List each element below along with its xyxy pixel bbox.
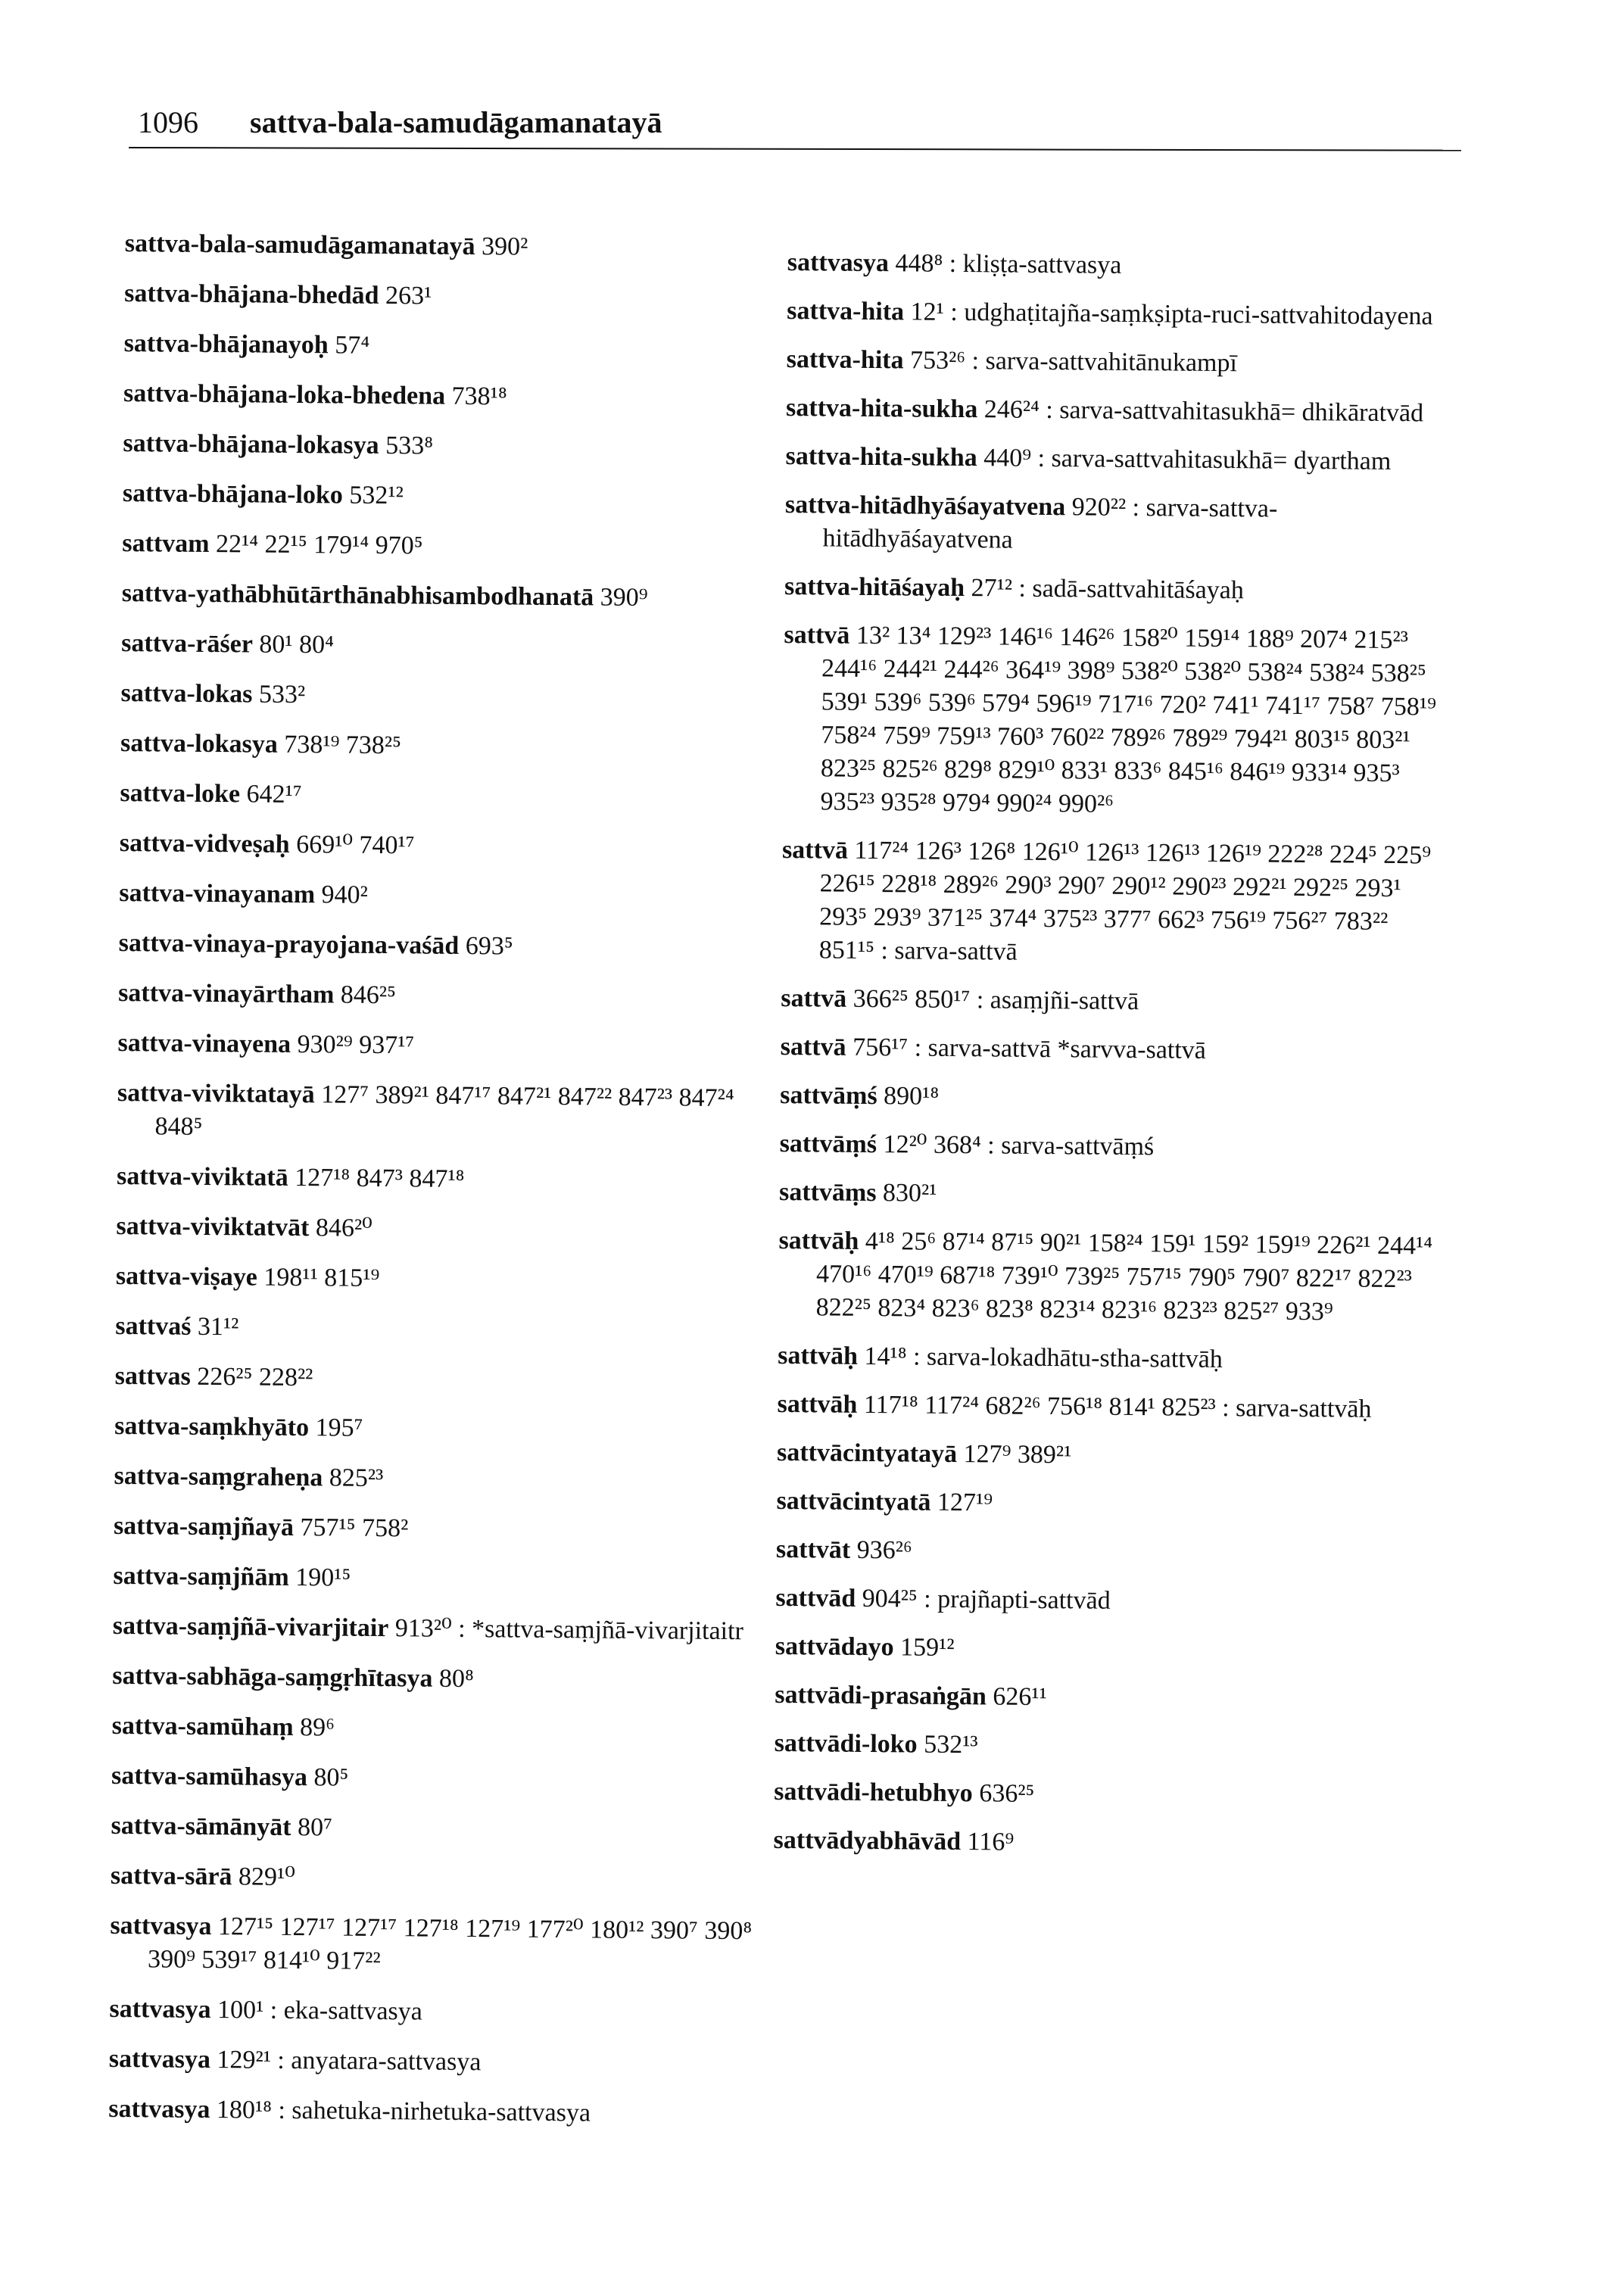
entry-references: 830²¹: [882, 1179, 937, 1208]
entry-headword: sattva-saṃkhyāto: [114, 1411, 310, 1442]
entry-references: 846²⁵: [340, 980, 397, 1010]
entry-headword: sattva-yathābhūtārthānabhisambodhanatā: [121, 578, 594, 612]
entry-references: 532¹³: [923, 1730, 978, 1759]
entry-references: 693⁵: [465, 931, 513, 961]
entry-variant-note: : udghaṭitajña-saṃkṣipta-ruci-sattvahitodayena: [950, 298, 1433, 331]
entry-headword: sattva-rāśer: [121, 628, 254, 659]
entry-headword: sattva-lokasya: [120, 728, 279, 759]
entry-headword: sattva-saṃgraheṇa: [114, 1461, 323, 1492]
entry-references: 263¹: [385, 282, 432, 310]
entry-variant-note: : sarva-sattva-hitādhyāśayatvena: [822, 493, 1278, 554]
index-entry: [781, 834, 1449, 973]
index-entry: [122, 527, 788, 566]
index-entry: [779, 1176, 1445, 1215]
entry-references: 533⁸: [385, 432, 434, 460]
entry-headword: sattva-vinayanam: [119, 878, 316, 909]
index-entry: [115, 1360, 781, 1399]
index-entry: [775, 1678, 1441, 1718]
entry-references: 626¹¹: [993, 1682, 1047, 1712]
index-entry: [116, 1210, 782, 1249]
entry-headword: sattva-saṃjñā-vivarjitair: [112, 1611, 389, 1643]
entry-references: 180¹⁸: [216, 2096, 273, 2124]
entry-headword: sattvādi-prasaṅgān: [775, 1680, 987, 1711]
entry-variant-note: : *sattva-saṃjñā-vivarjitaitr: [458, 1614, 744, 1646]
entry-references: 448⁸: [895, 249, 943, 278]
index-entry: [781, 1030, 1447, 1070]
index-entry: [787, 295, 1453, 334]
index-entry: [776, 1485, 1442, 1524]
index-entry: [122, 577, 788, 616]
entry-headword: sattvasya: [108, 2094, 210, 2124]
entry-variant-note: : asaṃjñi-sattvā: [976, 986, 1139, 1016]
entry-headword: sattva-hita: [786, 344, 904, 375]
entry-headword: sattva-viṣaye: [115, 1261, 258, 1292]
entry-headword: sattvasya: [110, 1911, 212, 1941]
entry-headword: sattva-vidveṣaḥ: [119, 828, 290, 859]
index-entry: [778, 1224, 1445, 1330]
entry-headword: sattvāḥ: [777, 1389, 858, 1419]
entry-headword: sattvā: [781, 983, 847, 1013]
entry-headword: sattva-viviktatvāt: [116, 1211, 310, 1242]
index-entry: [778, 1339, 1444, 1379]
entry-variant-note: : sarva-sattvāṃś: [987, 1131, 1155, 1161]
entry-references: 4¹⁸ 25⁶ 87¹⁴ 87¹⁵ 90²¹ 158²⁴ 159¹ 159² 159¹⁹ 226²¹ 244¹⁴ 470¹⁶ 470¹⁹ 687¹⁸ 739¹⁰ 739²⁵ 757¹⁵ 790⁵ 790⁷ 822¹⁷ 822²³ 822²⁵ 823⁴ 823⁶ 823⁸ 823¹⁴ 823¹⁶ 823²³ 825²⁷ 933⁹: [815, 1226, 1433, 1326]
index-entry: [115, 1310, 781, 1349]
entry-references: 127¹⁵ 127¹⁷ 127¹⁷ 127¹⁸ 127¹⁹ 177²⁰ 180¹² 390⁷ 390⁸ 390⁹ 539¹⁷ 814¹⁰ 917²²: [147, 1912, 753, 1976]
entry-references: 753²⁶: [909, 346, 966, 376]
page-header: [129, 97, 1446, 142]
entry-references: 14¹⁸: [864, 1342, 907, 1371]
entry-references: 22¹⁴ 22¹⁵ 179¹⁴ 970⁵: [215, 530, 423, 560]
header-rule: [129, 147, 1461, 151]
entry-headword: sattva-sāmānyāt: [111, 1811, 291, 1841]
index-entry: [774, 1775, 1440, 1815]
index-entry: [111, 1809, 777, 1849]
entry-headword: sattva-viviktatayā: [117, 1078, 315, 1109]
entry-headword: sattva-bhājanayoḥ: [123, 329, 329, 360]
index-entry: [123, 377, 790, 416]
entry-references: 757¹⁵ 758²: [300, 1513, 409, 1543]
entry-variant-note: : sarva-sattvahitasukhā= dhikāratvād: [1046, 395, 1424, 428]
index-entry: [114, 1510, 780, 1549]
entry-references: 13² 13⁴ 129²³ 146¹⁶ 146²⁶ 158²⁰ 159¹⁴ 188⁹ 207⁴ 215²³ 244¹⁶ 244²¹ 244²⁶ 364¹⁹ 398⁹ 538²⁰ 538²⁰ 538²⁴ 538²⁴ 538²⁵ 539¹ 539⁶ 539⁶ 579⁴ 596¹⁹ 717¹⁶ 720² 741¹ 741¹⁷ 758⁷ 758¹⁹ 758²⁴ 759⁹ 759¹³ 760³ 760²² 789²⁶ 789²⁹ 794²¹ 803¹⁵ 803²¹ 823²⁵ 825²⁶ 829⁸ 829¹⁰ 833¹ 833⁶ 845¹⁶ 846¹⁹ 933¹⁴ 935³ 935²³ 935²⁸ 979⁴ 990²⁴ 990²⁶: [820, 621, 1437, 818]
entry-headword: sattvam: [122, 528, 210, 558]
index-entry: [123, 427, 789, 466]
entry-variant-note: : sarva-sattvā: [881, 937, 1018, 966]
entry-headword: sattvādayo: [775, 1632, 894, 1662]
entry-headword: sattvād: [775, 1583, 856, 1613]
entry-references: 226²⁵ 228²²: [197, 1362, 313, 1392]
entry-references: 920²²: [1071, 493, 1127, 522]
entry-references: 756¹⁷: [852, 1033, 909, 1062]
entry-headword: sattva-sabhāga-saṃgṛhītasya: [112, 1661, 433, 1693]
entry-headword: sattvasya: [109, 1994, 211, 2024]
entry-references: 100¹: [217, 1996, 264, 2024]
entry-references: 80⁸: [438, 1664, 474, 1694]
index-entry: [780, 1079, 1446, 1118]
entry-references: 846²⁰: [315, 1214, 372, 1242]
entry-variant-note: : prajñapti-sattvād: [924, 1585, 1111, 1615]
entry-references: 532¹²: [349, 481, 404, 510]
entry-variant-note: : sarva-sattvā *sarvva-sattvā: [914, 1033, 1207, 1064]
entry-references: 89⁶: [299, 1713, 335, 1742]
index-entry: [109, 1993, 775, 2032]
index-entry: [120, 777, 786, 816]
entry-references: 117²⁴ 126³ 126⁸ 126¹⁰ 126¹³ 126¹³ 126¹⁹ 222²⁸ 224⁵ 225⁹ 226¹⁵ 228¹⁸ 289²⁶ 290³ 290⁷ 290¹² 290²³ 292²¹ 292²⁵ 293¹ 293⁵ 293⁹ 371²⁵ 374⁴ 375²³ 377⁷ 662³ 756¹⁹ 756²⁷ 783²² 851¹⁵: [818, 836, 1432, 965]
index-entry: [111, 1759, 778, 1799]
entry-references: 159¹²: [899, 1633, 955, 1662]
entry-references: 738¹⁹ 738²⁵: [284, 730, 402, 760]
index-entry: [119, 877, 785, 916]
index-entry: [114, 1460, 780, 1499]
entry-headword: sattva-samūhasya: [111, 1761, 308, 1792]
entry-references: 738¹⁸: [451, 382, 507, 411]
index-entry: [110, 1909, 777, 1982]
index-entry: [119, 927, 785, 966]
index-entry: [777, 1388, 1443, 1427]
entry-headword: sattva-samūhaṃ: [111, 1711, 294, 1742]
index-entry: [116, 1260, 782, 1299]
entry-headword: sattva-viviktatā: [116, 1161, 288, 1192]
entry-headword: sattvāḥ: [778, 1341, 859, 1370]
entry-headword: sattva-saṃjñayā: [113, 1511, 295, 1542]
entry-headword: sattvādi-hetubhyo: [774, 1777, 973, 1808]
index-entry: [113, 1560, 779, 1599]
entry-references: 829¹⁰: [238, 1862, 296, 1892]
running-head: sattva-bala-samudāgamanatayā: [250, 105, 662, 139]
entry-headword: sattvāṃs: [778, 1177, 877, 1208]
entry-variant-note: : sahetuka-nirhetuka-sattvasya: [278, 2096, 591, 2127]
index-entry: [781, 982, 1447, 1021]
entry-variant-note: : sarva-sattvāḥ: [1222, 1394, 1372, 1423]
entry-references: 246²⁴: [983, 395, 1040, 424]
entry-references: 57⁴: [335, 331, 370, 360]
entry-references: 636²⁵: [979, 1779, 1035, 1808]
entry-headword: sattva-lokas: [120, 678, 253, 709]
entry-references: 390²: [481, 232, 528, 261]
entry-references: 913²⁰: [394, 1614, 452, 1643]
index-entry: [117, 1077, 784, 1149]
entry-headword: sattvā: [780, 1032, 846, 1061]
entry-headword: sattvāṃś: [780, 1080, 877, 1111]
index-entry: [114, 1410, 781, 1449]
entry-headword: sattva-bhājana-loka-bhedena: [123, 379, 446, 410]
entry-headword: sattva-vinaya-prayojana-vaśād: [118, 928, 460, 960]
entry-references: 127¹⁸ 847³ 847¹⁸: [295, 1164, 465, 1193]
index-entry: [118, 977, 784, 1016]
entry-references: 12¹: [910, 298, 945, 326]
entry-references: 117¹⁸ 117²⁴ 682²⁶ 756¹⁸ 814¹ 825²³: [863, 1390, 1216, 1422]
entry-headword: sattva-hitāśayaḥ: [784, 572, 965, 603]
entry-references: 825²³: [329, 1463, 384, 1493]
entry-references: 533²: [258, 680, 306, 709]
entry-headword: sattva-hita-sukha: [785, 393, 978, 424]
page-number: 1096: [138, 105, 198, 139]
entry-variant-note: : sadā-sattvahitāśayaḥ: [1018, 574, 1245, 605]
entry-headword: sattva-loke: [120, 778, 241, 809]
entry-references: 904²⁵: [862, 1584, 918, 1613]
entry-variant-note: : kliṣṭa-sattvasya: [949, 249, 1122, 279]
entry-references: 936²⁶: [856, 1535, 912, 1565]
entry-references: 80⁷: [297, 1813, 333, 1842]
index-entry: [786, 343, 1452, 382]
index-entry: [123, 477, 789, 516]
entry-references: 669¹⁰ 740¹⁷: [296, 831, 415, 860]
entry-headword: sattva-bhājana-lokasya: [123, 429, 379, 460]
entry-headword: sattvādyabhāvād: [773, 1825, 962, 1856]
entry-headword: sattvādi-loko: [774, 1728, 918, 1759]
entry-headword: sattvas: [114, 1361, 192, 1391]
index-entry: [776, 1533, 1442, 1572]
entry-headword: sattvācintyatā: [776, 1486, 931, 1516]
index-entry: [775, 1630, 1442, 1669]
entry-headword: sattva-bhājana-loko: [122, 478, 344, 510]
index-entry: [120, 727, 787, 766]
entry-references: 890¹⁸: [883, 1082, 940, 1111]
entry-headword: sattvāḥ: [778, 1226, 859, 1255]
index-entry: [124, 277, 790, 316]
entry-headword: sattva-bhājana-bhedād: [124, 279, 379, 310]
entry-references: 390⁹: [600, 583, 648, 612]
index-entry: [784, 570, 1451, 609]
entry-headword: sattva-hita-sukha: [785, 441, 977, 472]
entry-references: 440⁹: [983, 444, 1032, 472]
index-entry: [117, 1160, 783, 1199]
index-entry: [786, 391, 1452, 431]
index-entry: [112, 1710, 778, 1749]
entry-headword: sattva-saṃjñām: [113, 1561, 289, 1591]
index-entry: [779, 1127, 1445, 1167]
index-entry: [782, 619, 1450, 824]
entry-references: 190¹⁵: [295, 1563, 351, 1592]
entry-references: 127⁷ 389²¹ 847¹⁷ 847²¹ 847²² 847²³ 847²⁴ 848⁵: [154, 1080, 734, 1141]
right-column: [773, 246, 1454, 1878]
index-entry: [787, 246, 1454, 285]
entry-references: 129²¹: [217, 2046, 272, 2074]
index-entry: [108, 2093, 775, 2132]
entry-variant-note: : eka-sattvasya: [270, 1996, 422, 2026]
entry-variant-note: : anyatara-sattvasya: [277, 2046, 482, 2077]
entry-references: 116⁹: [967, 1828, 1015, 1856]
entry-variant-note: : sarva-lokadhātu-stha-sattvāḥ: [912, 1342, 1223, 1374]
entry-references: 127¹⁹: [937, 1488, 993, 1517]
index-entry: [113, 1610, 779, 1649]
index-entry: [121, 627, 787, 666]
entry-references: 940²: [321, 881, 368, 909]
entry-headword: sattva-vinayārtham: [118, 978, 335, 1009]
entry-references: 366²⁵ 850¹⁷: [853, 984, 971, 1015]
entry-references: 198¹¹ 815¹⁹: [263, 1263, 380, 1292]
entry-headword: sattva-vinayena: [117, 1028, 291, 1058]
entry-references: 642¹⁷: [246, 780, 302, 809]
entry-headword: sattvācintyatayā: [776, 1438, 958, 1469]
entry-headword: sattvāṃś: [779, 1129, 877, 1159]
entry-headword: sattvaś: [115, 1311, 192, 1341]
entry-references: 127⁹ 389²¹: [963, 1440, 1072, 1470]
index-entry: [125, 227, 791, 266]
index-entry: [109, 2043, 775, 2082]
index-entry: [784, 488, 1451, 561]
index-entry: [123, 327, 790, 366]
entry-variant-note: : sarva-sattvahitānukampī: [971, 347, 1238, 378]
entry-headword: sattva-bala-samudāgamanatayā: [124, 229, 475, 261]
entry-headword: sattva-hita: [787, 296, 905, 326]
entry-headword: sattva-sārā: [110, 1861, 232, 1891]
entry-headword: sattvā: [781, 835, 849, 865]
index-entry: [111, 1859, 777, 1899]
index-entry: [775, 1582, 1442, 1621]
entry-headword: sattvasya: [787, 248, 890, 278]
entry-references: 80¹ 80⁴: [259, 630, 335, 659]
index-entry: [120, 677, 787, 716]
index-entry: [112, 1660, 778, 1699]
entry-variant-note: : sarva-sattvahitasukhā= dyartham: [1037, 444, 1392, 475]
index-entry: [775, 1727, 1441, 1766]
index-entry: [773, 1824, 1439, 1863]
index-entry: [120, 827, 786, 866]
index-entry: [117, 1027, 784, 1066]
index-entry: [777, 1436, 1443, 1476]
entry-references: 31¹²: [197, 1312, 239, 1342]
entry-references: 12²⁰ 368⁴: [883, 1130, 981, 1160]
entry-references: 80⁵: [313, 1763, 349, 1792]
entry-headword: sattvāt: [775, 1535, 851, 1564]
left-column: [108, 227, 791, 2149]
entry-headword: sattva-hitādhyāśayatvena: [784, 490, 1066, 522]
entry-references: 930²⁹ 937¹⁷: [297, 1030, 415, 1060]
entry-headword: sattvasya: [108, 2044, 211, 2074]
entry-headword: sattvā: [784, 620, 850, 650]
index-entry: [785, 440, 1451, 479]
entry-references: 195⁷: [315, 1413, 363, 1442]
entry-references: 27¹²: [971, 574, 1013, 603]
